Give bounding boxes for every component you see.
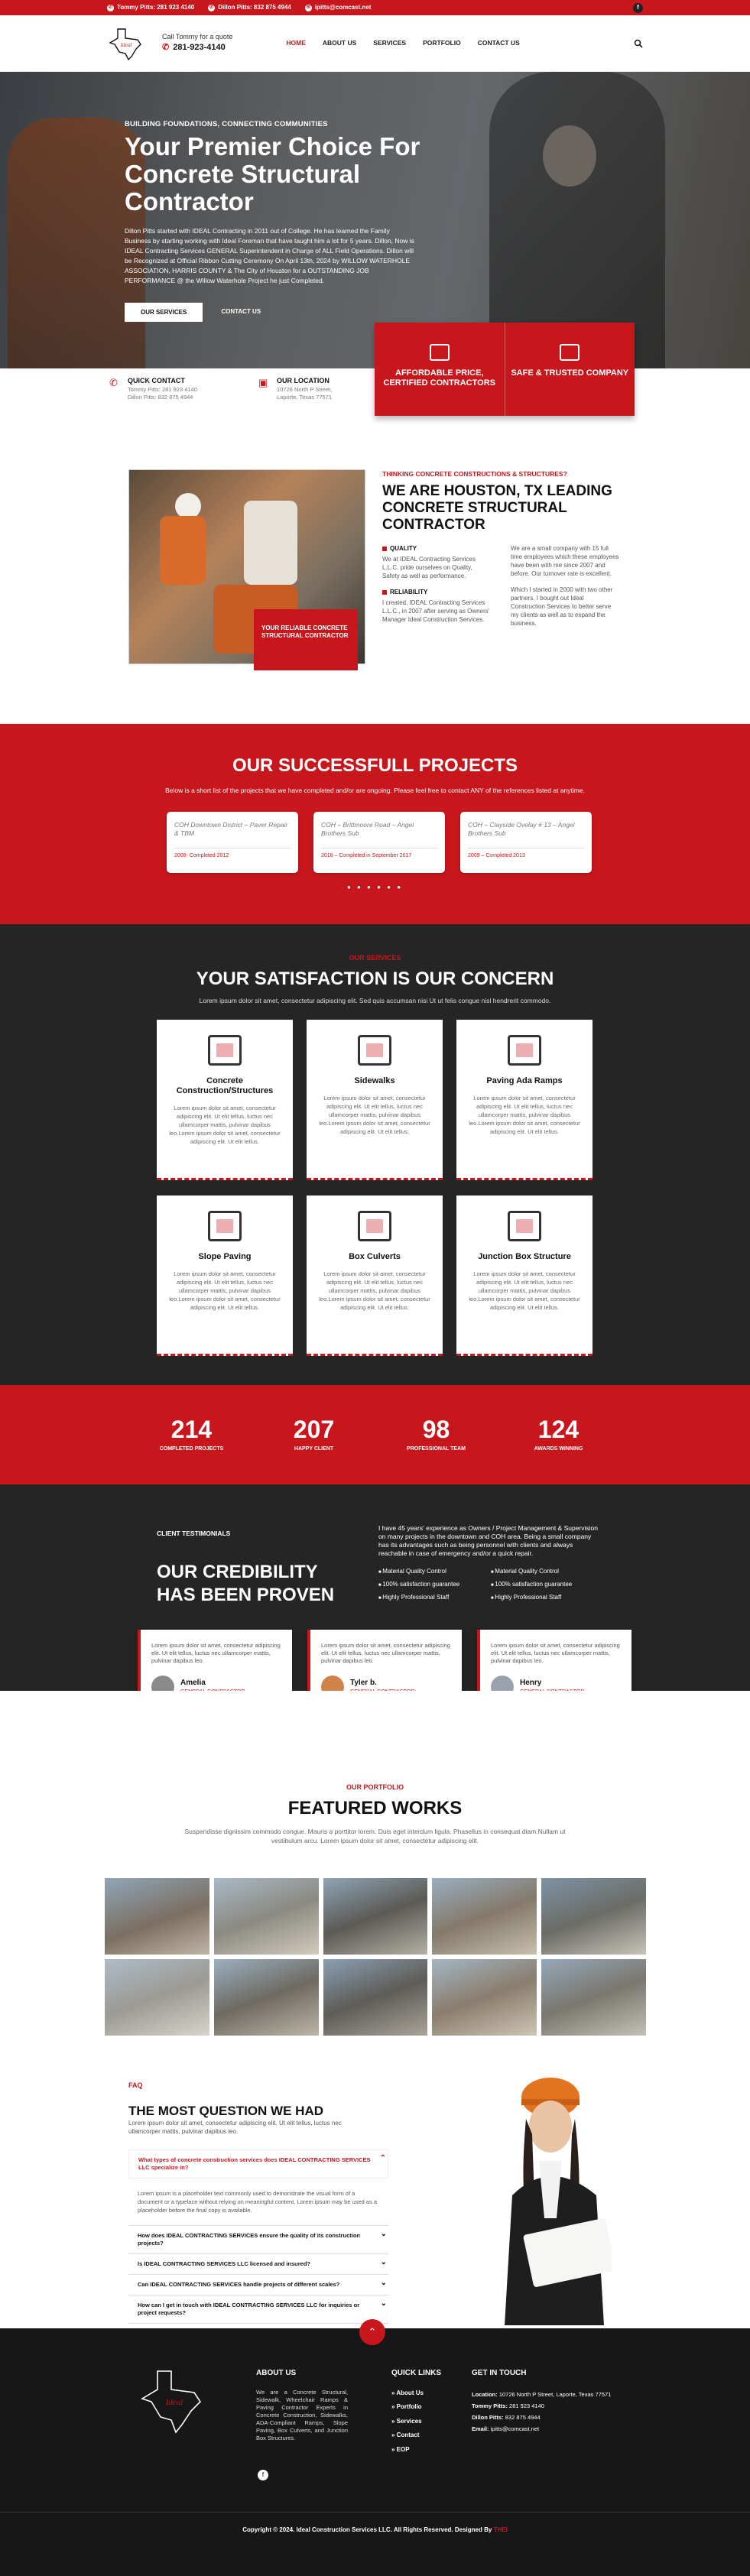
about-content [382,469,619,628]
stat-completed: 214 COMPLETED PROJECTS [159,1415,224,1452]
credibility-text: I have 45 years' experience as Owners / Project Management & Supervision on many projects in the downtown and COH area. Being a small company has its advantages such as being personnel with clients and always reachable in case of emergency and/or a quick repair. ■ Material Quality Control ■ Material Quality Control ■ 100% satisfaction guarantee ■ 100% satisfaction guarantee ■ Highly Professional Staff ■ Highly Professional Staff [378,1524,600,1603]
paving-icon [208,1211,242,1241]
portfolio-grid [105,1878,646,2036]
location-icon: ▣ [258,377,268,388]
footer-about: ABOUT US We are a Concrete Structural, Sidewalk, Wheelchair Ramps & Paving Contractor Experts in Concrete Construction, Sidewalks, ADA-Compliant Ramps, Slope Paving, Box Culverts, and Junction Box Structures. [256,2369,348,2441]
faq-subtitle: Lorem ipsum dolor sit amet, consectetur adipiscing elit. Ut elit tellus, luctus nec ullamcorper mattis, pulvinar dapibus leo. [128,2120,342,2135]
search-icon[interactable] [634,39,643,48]
main-nav [286,38,519,47]
mail-icon: ✉ [306,5,310,10]
site-header [0,15,750,72]
faq-list [128,2149,388,2324]
contact-us-button[interactable]: CONTACT US [221,307,261,315]
nav-home[interactable]: HOME [286,39,306,47]
stat-awards: 124 AWARDS WINNING [534,1415,583,1452]
footer-contact: GET IN TOUCH Location: 10726 North P Street, Laporte, Texas 77571 Tommy Pitts: 281 923 4140 Dillon Pitts: 832 875 4944 Email: ipitts@comcast.net [472,2369,612,2432]
bullet-icon [382,547,387,551]
nav-services[interactable]: SERVICES [373,39,407,47]
footer-link-contact[interactable]: » Contact [391,2431,441,2440]
faq-question[interactable]: How does IDEAL CONTRACTING SERVICES ensure the quality of its construction projects? ⌄ [128,2226,388,2254]
top-bar [0,0,750,15]
service-card[interactable]: Paving Ada Ramps Lorem ipsum dolor sit amet, consectetur adipiscing elit. Ut elit tellus, luctus nec ullamcorper mattis, pulvinar dapibus leo.Lorem ipsum dolor sit amet, consectetur adipiscing elit. Ut elit tellus. [456,1020,593,1180]
company-logo[interactable] [107,26,145,61]
about-section [0,437,750,724]
faq-question[interactable]: How can I get in touch with IDEAL CONTRACTING SERVICES LLC for inquiries or project requests? ⌄ [128,2295,388,2324]
faq-section [0,2042,750,2328]
svg-text:Ideal: Ideal [120,41,132,48]
footer-link-eop[interactable]: » EOP [391,2445,441,2454]
footer-logo[interactable] [138,2367,208,2435]
reliable-badge: YOUR RELIABLE CONCRETE STRUCTURAL CONTRACTOR [254,609,358,670]
copyright: Copyright © 2024. Ideal Construction Services LLC. All Rights Reserved. Designed By THEI [242,2526,508,2533]
portfolio-image[interactable] [323,1878,428,1955]
faq-answer: Lorem ipsum is a placeholder text commonly used to demonstrate the visual form of a document or a typeface without relying on meaningful content. Lorem ipsum may be used as a placeholder before the final copy is available. [128,2179,388,2226]
portfolio-image[interactable] [541,1959,646,2036]
footer-link-portfolio[interactable]: » Portfolio [391,2402,441,2412]
our-services-button[interactable]: OUR SERVICES [125,303,203,323]
testimonials-kicker: CLIENT TESTIMONIALS [157,1530,231,1537]
bullet-icon [382,590,387,595]
phone-icon: ✆ [209,5,214,10]
footer-link-about[interactable]: » About Us [391,2389,441,2398]
project-card[interactable]: COH – Brittmoore Road – Angel Brothers Sub 2016 – Completed in September 2017 [313,812,445,873]
phone-icon: ✆ [109,377,118,388]
check-list: ■ Material Quality Control ■ Material Quality Control ■ 100% satisfaction guarantee ■ 100% satisfaction guarantee ■ Highly Professional Staff ■ Highly Professional Staff [378,1567,600,1603]
footer-links: QUICK LINKS » About Us » Portfolio » Services » Contact » EOP [391,2368,441,2459]
culvert-icon [358,1211,391,1241]
testimonials-section [0,1484,750,1691]
sidewalk-icon [358,1035,391,1066]
testimonial-card: Lorem ipsum dolor sit amet, consectetur adipiscing elit. Ut elit tellus, luctus nec ullamcorper mattis, pulvinar dapibus leo. Tyler b. [307,1630,462,1729]
service-card[interactable]: Box Culverts Lorem ipsum dolor sit amet, consectetur adipiscing elit. Ut elit tellus, luctus nec ullamcorper mattis, pulvinar dapibus leo.Lorem ipsum dolor sit amet, consectetur adipiscing elit. Ut elit tellus. [307,1196,443,1356]
site-footer [0,2325,750,2576]
portfolio-subtitle: Suspendisse dignissim commodo congue. Mauris a porttitor lorem. Duis eget interdum ligula. Phasellus in consequat diam.Nullam ut vestibulum arcu. Lorem ipsum dolor sit amet, consectetur adipiscing elit. [184,1827,566,1844]
construction-icon [208,1035,242,1066]
info-strip [0,368,750,437]
service-card[interactable]: Concrete Construction/Structures Lorem ipsum dolor sit amet, consectetur adipiscing elit. Ut elit tellus, luctus nec ullamcorper mattis, pulvinar dapibus leo.Lorem ipsum dolor sit amet, consectetur adipiscing elit. Ut elit tellus. [157,1020,293,1180]
hero-tagline: BUILDING FOUNDATIONS, CONNECTING COMMUNITIES [125,120,328,128]
service-card[interactable]: Junction Box Structure Lorem ipsum dolor sit amet, consectetur adipiscing elit. Ut elit tellus, luctus nec ullamcorper mattis, pulvinar dapibus leo.Lorem ipsum dolor sit amet, consectetur adipiscing elit. Ut elit tellus. [456,1196,593,1356]
testimonial-card: Lorem ipsum dolor sit amet, consectetur adipiscing elit. Ut elit tellus, luctus nec ullamcorper mattis, pulvinar dapibus leo. Henry [477,1630,631,1729]
ramp-icon [508,1035,541,1066]
topbar-phone2[interactable]: ✆ Dillon Pitts: 832 875 4944 [209,4,291,11]
phone-icon: ✆ [162,43,170,53]
service-card[interactable]: Sidewalks Lorem ipsum dolor sit amet, consectetur adipiscing elit. Ut elit tellus, luctus nec ullamcorper mattis, pulvinar dapibus leo.Lorem ipsum dolor sit amet, consectetur adipiscing elit. Ut elit tellus. [307,1020,443,1180]
handshake-icon [560,344,580,361]
portfolio-image[interactable] [541,1878,646,1955]
projects-title: OUR SUCCESSFULL PROJECTS [232,755,518,776]
our-location: ▣ OUR LOCATION 10726 North P Street, Laporte, Texas 77571 [258,377,333,401]
portfolio-image[interactable] [214,1959,319,2036]
svg-text:Ideal: Ideal [165,2398,183,2407]
feature-safe: SAFE & TRUSTED COMPANY [505,323,635,416]
phone-icon: ✆ [108,5,113,10]
hero-content [125,119,430,322]
about-kicker: THINKING CONCRETE CONSTRUCTIONS & STRUCTURES? [382,470,567,478]
footer-link-services[interactable]: » Services [391,2417,441,2426]
projects-section [0,724,750,924]
project-card[interactable]: COH – Clayside Ovelay # 13 – Angel Brothers Sub 2009 – Completed 2013 [460,812,592,873]
features-box [375,323,635,416]
facebook-icon[interactable]: f [633,3,643,13]
services-subtitle: Lorem ipsum dolor sit amet, consectetur adipiscing elit. Sed quis accumsan nisi Ut ut felis congue nisl hendrerit commodo. [199,996,551,1004]
faq-kicker: FAQ [128,2081,143,2089]
portfolio-image[interactable] [432,1959,537,2036]
portfolio-kicker: OUR PORTFOLIO [346,1783,404,1791]
hero-title: Your Premier Choice For Concrete Structural Contractor [125,131,420,216]
project-card[interactable]: COH Downtown District – Paver Repair & TBM 2008- Completed 2012 [167,812,298,873]
stat-happy: 207 HAPPY CLIENT [293,1415,335,1452]
nav-about[interactable]: ABOUT US [322,39,357,47]
topbar-phone1[interactable]: ✆ Tommy Pitts: 281 923 4140 [108,4,195,11]
testimonial-card: Lorem ipsum dolor sit amet, consectetur adipiscing elit. Ut elit tellus, luctus nec ullamcorper mattis, pulvinar dapibus leo. Amelia [138,1630,292,1729]
engineer-woman-image [497,2065,612,2325]
header-call[interactable]: Call Tommy for a quote ✆ 281-923-4140 [162,32,232,54]
portfolio-image[interactable] [432,1878,537,1955]
portfolio-image[interactable] [323,1959,428,2036]
junction-box-icon [508,1211,541,1241]
portfolio-section [0,1691,750,2042]
faq-title: THE MOST QUESTION WE HAD [128,2104,323,2118]
scroll-top-icon[interactable]: ⌃ [359,2319,385,2345]
quick-contact: ✆ QUICK CONTACT Tommy Pitts: 281 923 4140 Dillon Pitts: 832 875 4944 [109,377,197,401]
hero-body: Dillon Pitts started with IDEAL Contracting in 2011 out of College. He has learned the Family Business by starting working with Ideal Foreman that have taught him a lot for 5 years. Dillon, Now is IDEAL Contracting Services GENERAL Superintendent in Charge of ALL Field Operations. Dillon will be Recognized at Official Ribbon Cutting Ceremony On April 13th, 2024 by WILLOW WATERHOLE ASSOCIATION, HARRIS COUNTY & The City of Houston for a OUTSTANDING JOB PERFORMANCE @ the Willow Waterhole Project he just Completed. [125,226,414,284]
topbar-email[interactable]: ✉ ipitts@comcast.net [306,4,372,11]
certificate-icon [430,344,450,361]
service-card[interactable]: Slope Paving Lorem ipsum dolor sit amet, consectetur adipiscing elit. Ut elit tellus, luctus nec ullamcorper mattis, pulvinar dapibus leo.Lorem ipsum dolor sit amet, consectetur adipiscing elit. Ut elit tellus. [157,1196,293,1356]
nav-portfolio[interactable]: PORTFOLIO [423,39,461,47]
services-section [0,924,750,1385]
about-right-column: We are a small company with 15 full time employees which these employees have been with me since 2007 and before. Our turnover rate is excellent. Which I started in 2000 with two other partners. I bought out Ideal Construction Services to better serve my clients as well as to expand the business. [511,545,619,628]
faq-question[interactable]: Is IDEAL CONTRACTING SERVICES LLC licensed and insured? ⌄ [128,2254,388,2275]
stats-section [0,1385,750,1484]
portfolio-image[interactable] [105,1959,209,2036]
about-title: WE ARE HOUSTON, TX LEADING CONCRETE STRUCTURAL CONTRACTOR [382,483,612,534]
carousel-dots[interactable]: ● ● ● ● ● ● [346,884,404,891]
feature-affordable: AFFORDABLE PRICE, CERTIFIED CONTRACTORS [375,323,505,416]
credibility-title: OUR CREDIBILITY HAS BEEN PROVEN [157,1562,335,1605]
portfolio-title: FEATURED WORKS [287,1798,463,1819]
faq-question[interactable]: Can IDEAL CONTRACTING SERVICES handle projects of different scales? ⌄ [128,2275,388,2295]
designer-link[interactable]: THEI [493,2526,508,2533]
services-title: YOUR SATISFACTION IS OUR CONCERN [196,968,554,990]
about-left-column: QUALITY We at IDEAL Contracting Services L.L.C. pride ourselves on Quality, Safety as well as performance. RELIABILITY I created, IDEAL Contracting Services L.L.C., in 2007 after serving as Owners' Manager Ideal Construction Services. [382,545,490,624]
portfolio-image[interactable] [214,1878,319,1955]
faq-question-open[interactable]: What types of concrete construction services does IDEAL CONTRACTING SERVICES LLC specialize in? ⌃ [128,2149,388,2179]
projects-subtitle: Below is a short list of the projects that we have completed and/or are ongoing. Please feel free to contact ANY of the references listed at anytime. [165,786,585,794]
stat-team: 98 PROFESSIONAL TEAM [407,1415,466,1452]
services-kicker: OUR SERVICES [349,954,401,962]
portfolio-image[interactable] [105,1878,209,1955]
nav-contact[interactable]: CONTACT US [477,39,520,47]
facebook-icon[interactable]: f [258,2470,268,2480]
